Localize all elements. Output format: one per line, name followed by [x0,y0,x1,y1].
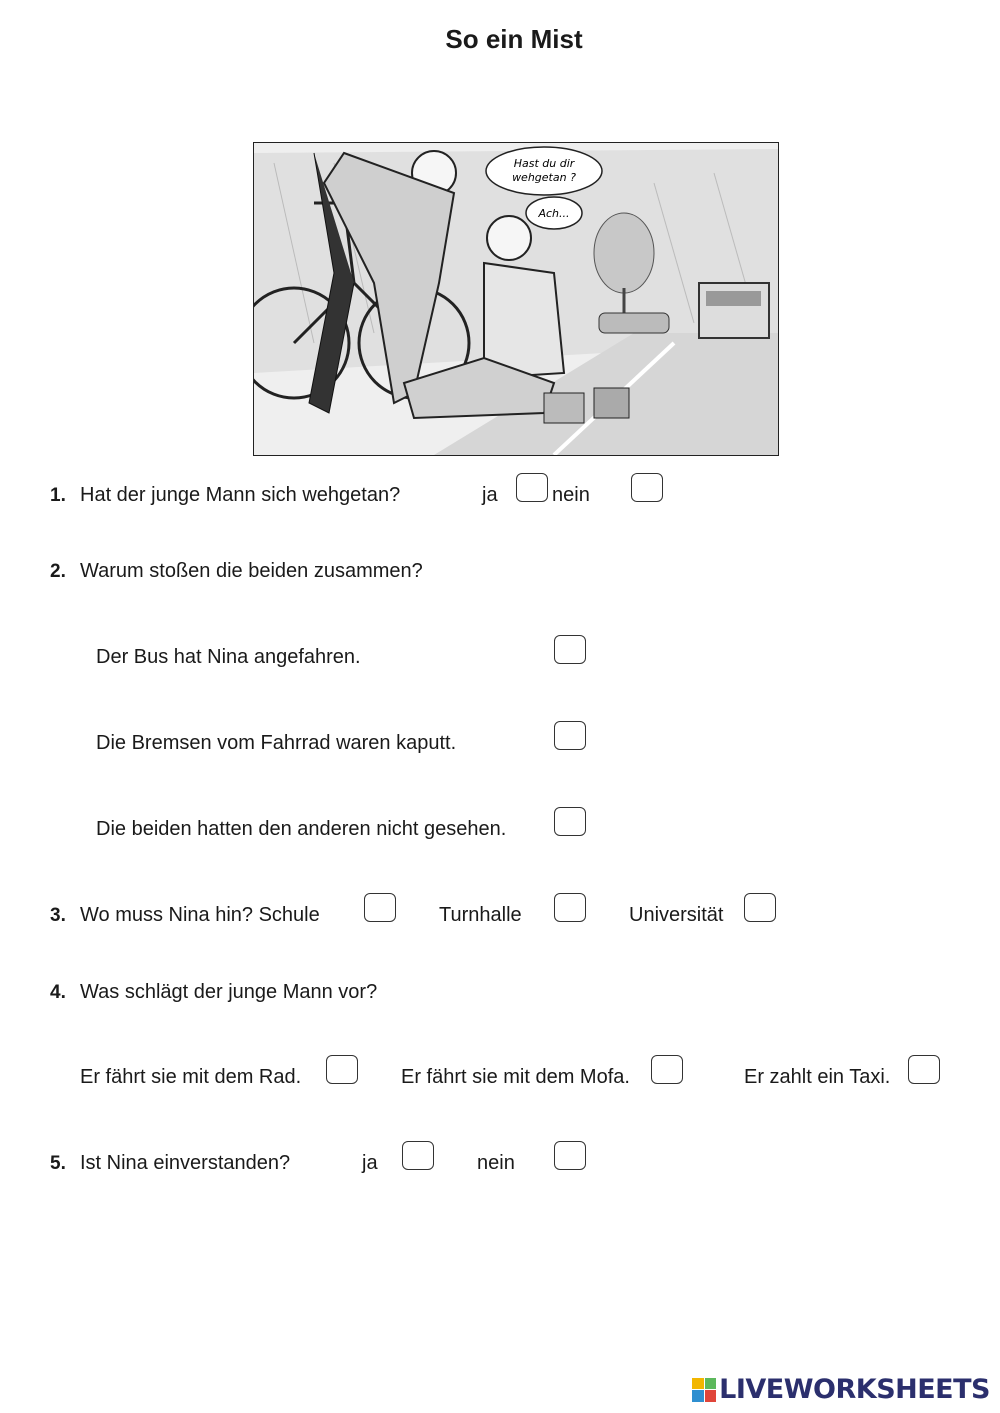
q5-nein-label: nein [477,1152,515,1174]
q4-option-2-checkbox[interactable] [651,1055,683,1084]
q3-turnhalle-checkbox[interactable] [554,893,586,922]
q2-option-1-checkbox[interactable] [554,635,586,664]
q5-number: 5. [50,1153,66,1174]
bubble1-line2: wehgetan ? [512,171,576,184]
q5-ja-label: ja [362,1152,378,1174]
bubble1-line1: Hast du dir [513,157,575,170]
q2-option-2-label: Die Bremsen vom Fahrrad waren kaputt. [96,732,457,754]
q1-ja-label: ja [482,484,498,506]
q4-option-1-label: Er fährt sie mit dem Rad. [80,1066,302,1088]
comic-drawing [254,143,778,455]
q4-option-3-label: Er zahlt ein Taxi. [744,1066,891,1088]
q4-option-1-checkbox[interactable] [326,1055,358,1084]
comic-illustration [253,142,779,456]
bubble2-text: Ach... [538,207,570,220]
q3-universitaet-checkbox[interactable] [744,893,776,922]
q4-number: 4. [50,982,66,1003]
q2-text: Warum stoßen die beiden zusammen? [80,560,423,582]
q4-option-3-checkbox[interactable] [908,1055,940,1084]
q1-nein-checkbox[interactable] [631,473,663,502]
worksheet-title: So ein Mist [445,24,583,54]
q4-option-2-label: Er fährt sie mit dem Mofa. [401,1066,630,1088]
q3-text: Wo muss Nina hin? Schule [80,904,320,926]
q3-turnhalle-label: Turnhalle [439,904,522,926]
q5-ja-checkbox[interactable] [402,1141,434,1170]
q4-text: Was schlägt der junge Mann vor? [80,981,378,1003]
q1-nein-label: nein [552,484,590,506]
q1-ja-checkbox[interactable] [516,473,548,502]
q5-text: Ist Nina einverstanden? [80,1152,291,1174]
q3-schule-checkbox[interactable] [364,893,396,922]
q1-text: Hat der junge Mann sich wehgetan? [80,484,401,506]
q2-option-2-checkbox[interactable] [554,721,586,750]
q2-option-3-label: Die beiden hatten den anderen nicht gesehen. [96,818,507,840]
q3-universitaet-label: Universität [629,904,724,926]
q1-number: 1. [50,485,66,506]
logo-text: LIVEWORKSHEETS [719,1374,990,1405]
liveworksheets-logo[interactable] [692,1374,990,1405]
q5-nein-checkbox[interactable] [554,1141,586,1170]
logo-mark-icon [692,1378,716,1402]
q2-number: 2. [50,561,66,582]
q2-option-1-label: Der Bus hat Nina angefahren. [96,646,361,668]
q2-option-3-checkbox[interactable] [554,807,586,836]
q3-number: 3. [50,905,66,926]
